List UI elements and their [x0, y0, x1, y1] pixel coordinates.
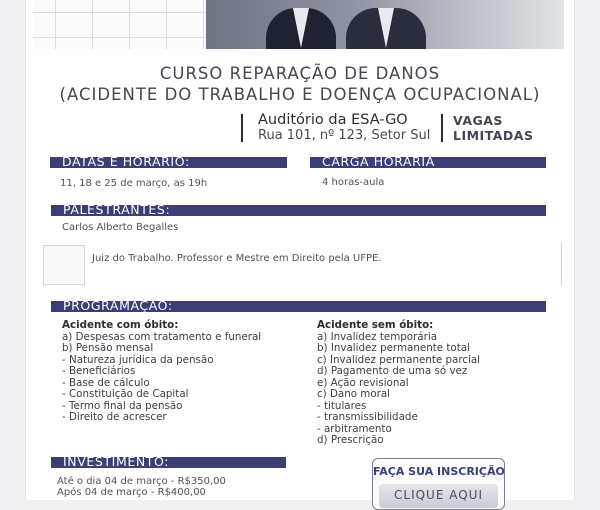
inscricao-label: FAÇA SUA INSCRIÇÃO	[373, 465, 505, 478]
list-item: a) Despesas com tratamento e funeral	[62, 330, 262, 343]
list-item: - Constituição de Capital	[62, 388, 189, 400]
investimento-heading-bar	[51, 454, 286, 469]
investimento-heading: INVESTIMENTO:	[63, 454, 170, 469]
venue-address: Rua 101, nº 123, Setor Sul	[258, 128, 431, 143]
list-item: d) Prescrição	[317, 434, 384, 446]
list-item: - Termo final da pensão	[62, 399, 183, 412]
vagas-limitadas	[453, 113, 534, 143]
price-early: Até o dia 04 de março - R$350,00	[57, 476, 226, 487]
inscricao-card[interactable]	[372, 458, 505, 510]
speaker-name: Carlos Alberto Begalles	[62, 222, 179, 233]
list-item: e) Ação revisional	[317, 376, 409, 389]
list-item: - Base de cálculo	[62, 376, 150, 389]
carga-heading: CARGA HORÁRIA	[322, 154, 435, 169]
datas-text: 11, 18 e 25 de março, as 19h	[60, 178, 208, 189]
header-banner	[33, 0, 564, 49]
list-item: b) Pensão mensal	[62, 342, 154, 354]
speaker-avatar	[43, 245, 85, 285]
list-item: - transmissibilidade	[317, 411, 418, 423]
datas-heading: DATAS E HORÁRIO:	[62, 154, 190, 169]
vagas-line: VAGAS	[453, 113, 503, 128]
clique-aqui-button[interactable]: CLIQUE AQUI	[379, 484, 498, 508]
list-item: - Natureza jurídica da pensão	[62, 353, 214, 366]
programacao-col-sem-obito	[317, 320, 480, 447]
datas-heading-bar	[50, 154, 287, 169]
list-item: a) Invalidez temporária	[317, 330, 438, 343]
list-heading: Acidente com óbito:	[62, 319, 179, 331]
speaker-photo	[206, 0, 564, 49]
list-item: c) Dano moral	[317, 388, 391, 400]
list-item: c) Invalidez permanente parcial	[317, 353, 481, 366]
divider	[561, 243, 562, 285]
list-item: - arbitramento	[317, 422, 392, 435]
course-title: CURSO REPARAÇÃO DE DANOS	[159, 64, 441, 83]
price-late: Após 04 de março - R$400,00	[57, 487, 206, 498]
programacao-col-com-obito	[62, 320, 261, 424]
divider	[441, 114, 443, 142]
list-item: - titulares	[317, 399, 367, 412]
venue-name: Auditório da ESA-GO	[258, 112, 408, 128]
programacao-heading: PROGRAMAÇÃO:	[63, 298, 173, 313]
list-item: - Direito de acrescer	[62, 411, 167, 423]
vagas-line: LIMITADAS	[453, 128, 534, 143]
list-item: d) Pagamento de uma só vez	[317, 365, 468, 377]
palestrantes-heading-bar	[51, 202, 546, 217]
carga-text: 4 horas-aula	[322, 177, 385, 188]
list-item: - Beneficiários	[62, 365, 136, 377]
course-subtitle: (ACIDENTE DO TRABALHO E DOENÇA OCUPACIONAL)	[59, 85, 541, 104]
programacao-heading-bar	[51, 298, 546, 313]
list-heading: Acidente sem óbito:	[317, 319, 434, 331]
list-item: b) Invalidez permanente total	[317, 342, 470, 354]
speaker-bio: Juiz do Trabalho. Professor e Mestre em Direito pela UFPE.	[92, 253, 382, 264]
divider	[241, 114, 243, 142]
palestrantes-heading: PALESTRANTES:	[63, 202, 171, 217]
carga-heading-bar	[310, 154, 546, 169]
